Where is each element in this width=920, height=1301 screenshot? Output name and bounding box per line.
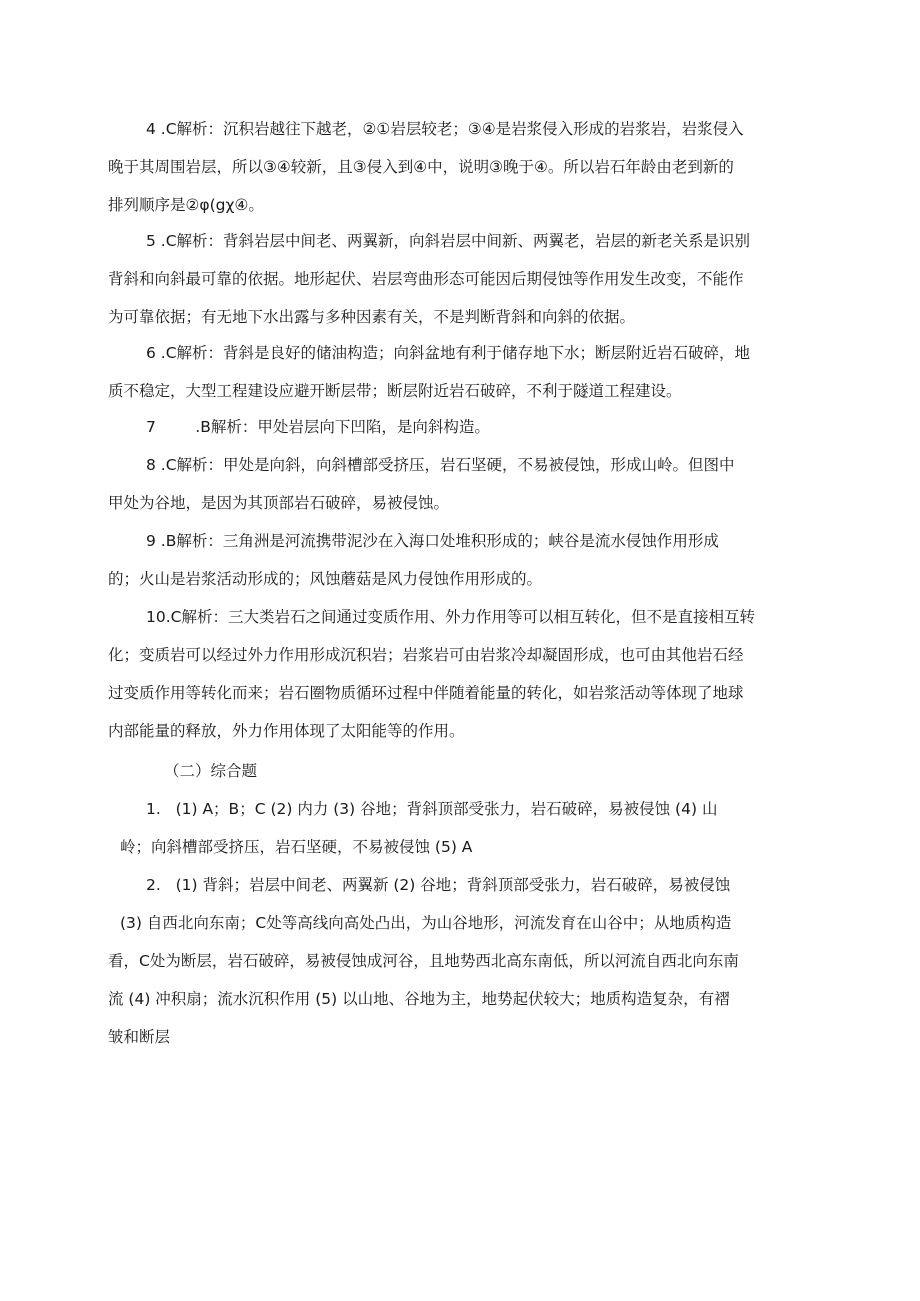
answer-5-line-2: 背斜和向斜最可靠的依据。地形起伏、岩层弯曲形态可能因后期侵蚀等作用发生改变，不能作 — [108, 270, 744, 288]
answer-4-line-3: 排列顺序是②φ(gχ④。 — [108, 196, 264, 214]
comprehensive-2-line-4: 流 (4) 冲积扇；流水沉积作用 (5) 以山地、谷地为主，地势起伏较大；地质构造复杂，有褶 — [108, 990, 730, 1008]
comprehensive-2-line-1: 2. (1) 背斜；岩层中间老、两翼新 (2) 谷地；背斜顶部受张力，岩石破碎，易被侵蚀 — [146, 876, 731, 894]
answer-10 — [108, 598, 812, 750]
answer-4 — [108, 110, 812, 224]
answer-4-line-1: 4 .C解析：沉积岩越往下越老，②①岩层较老；③④是岩浆侵入形成的岩浆岩，岩浆侵入 — [146, 120, 744, 138]
answer-9 — [108, 522, 812, 598]
answer-7 — [108, 408, 812, 446]
answer-8-line-1: 8 .C解析：甲处是向斜，向斜槽部受挤压，岩石坚硬，不易被侵蚀，形成山岭。但图中 — [146, 456, 735, 474]
answer-5-line-3: 为可靠依据；有无地下水出露与多种因素有关，不是判断背斜和向斜的依据。 — [108, 308, 636, 326]
answer-6 — [108, 334, 812, 410]
comprehensive-2-line-2: (3) 自西北向东南；C处等高线向高处凸出，为山谷地形，河流发育在山谷中；从地质构造 — [120, 914, 732, 932]
comprehensive-1-line-2: 岭；向斜槽部受挤压，岩石坚硬，不易被侵蚀 (5) A — [120, 838, 473, 856]
answer-8-line-2: 甲处为谷地，是因为其顶部岩石破碎，易被侵蚀。 — [108, 494, 450, 512]
answer-6-line-1: 6 .C解析：背斜是良好的储油构造；向斜盆地有利于储存地下水；断层附近岩石破碎，地 — [146, 344, 751, 362]
comprehensive-2-line-3: 看，C处为断层，岩石破碎，易被侵蚀成河谷，且地势西北高东南低，所以河流自西北向东南 — [108, 952, 739, 970]
answer-10-line-4: 内部能量的释放，外力作用体现了太阳能等的作用。 — [108, 722, 465, 740]
section-heading-text: （二）综合题 — [164, 762, 258, 780]
section-heading — [108, 752, 812, 790]
answer-10-line-3: 过变质作用等转化而来；岩石圈物质循环过程中伴随着能量的转化，如岩浆活动等体现了地球 — [108, 684, 744, 702]
comprehensive-2-line-5: 皱和断层 — [108, 1028, 171, 1046]
comprehensive-answer-2 — [108, 866, 812, 1056]
answer-10-line-2: 化；变质岩可以经过外力作用形成沉积岩；岩浆岩可由岩浆冷却凝固形成，也可由其他岩石经 — [108, 646, 744, 664]
answer-8 — [108, 446, 812, 522]
answer-7-line-1: 7 .B解析：甲处岩层向下凹陷，是向斜构造。 — [146, 418, 490, 436]
answer-9-line-2: 的；火山是岩浆活动形成的；风蚀蘑菇是风力侵蚀作用形成的。 — [108, 570, 543, 588]
comprehensive-1-line-1: 1. (1) A；B；C (2) 内力 (3) 谷地；背斜顶部受张力，岩石破碎，易被侵蚀 (4) 山 — [146, 800, 718, 818]
answer-9-line-1: 9 .B解析：三角洲是河流携带泥沙在入海口处堆积形成的；峡谷是流水侵蚀作用形成 — [146, 532, 719, 550]
comprehensive-answer-1 — [108, 790, 812, 866]
answer-6-line-2: 质不稳定，大型工程建设应避开断层带；断层附近岩石破碎，不利于隧道工程建设。 — [108, 382, 682, 400]
answer-10-line-1: 10.C解析：三大类岩石之间通过变质作用、外力作用等可以相互转化，但不是直接相互转 — [146, 608, 755, 626]
answer-4-line-2: 晚于其周围岩层，所以③④较新，且③侵入到④中，说明③晚于④。所以岩石年龄由老到新的 — [108, 158, 734, 176]
answer-5-line-1: 5 .C解析：背斜岩层中间老、两翼新，向斜岩层中间新、两翼老，岩层的新老关系是识别 — [146, 232, 751, 250]
answer-5 — [108, 222, 812, 336]
